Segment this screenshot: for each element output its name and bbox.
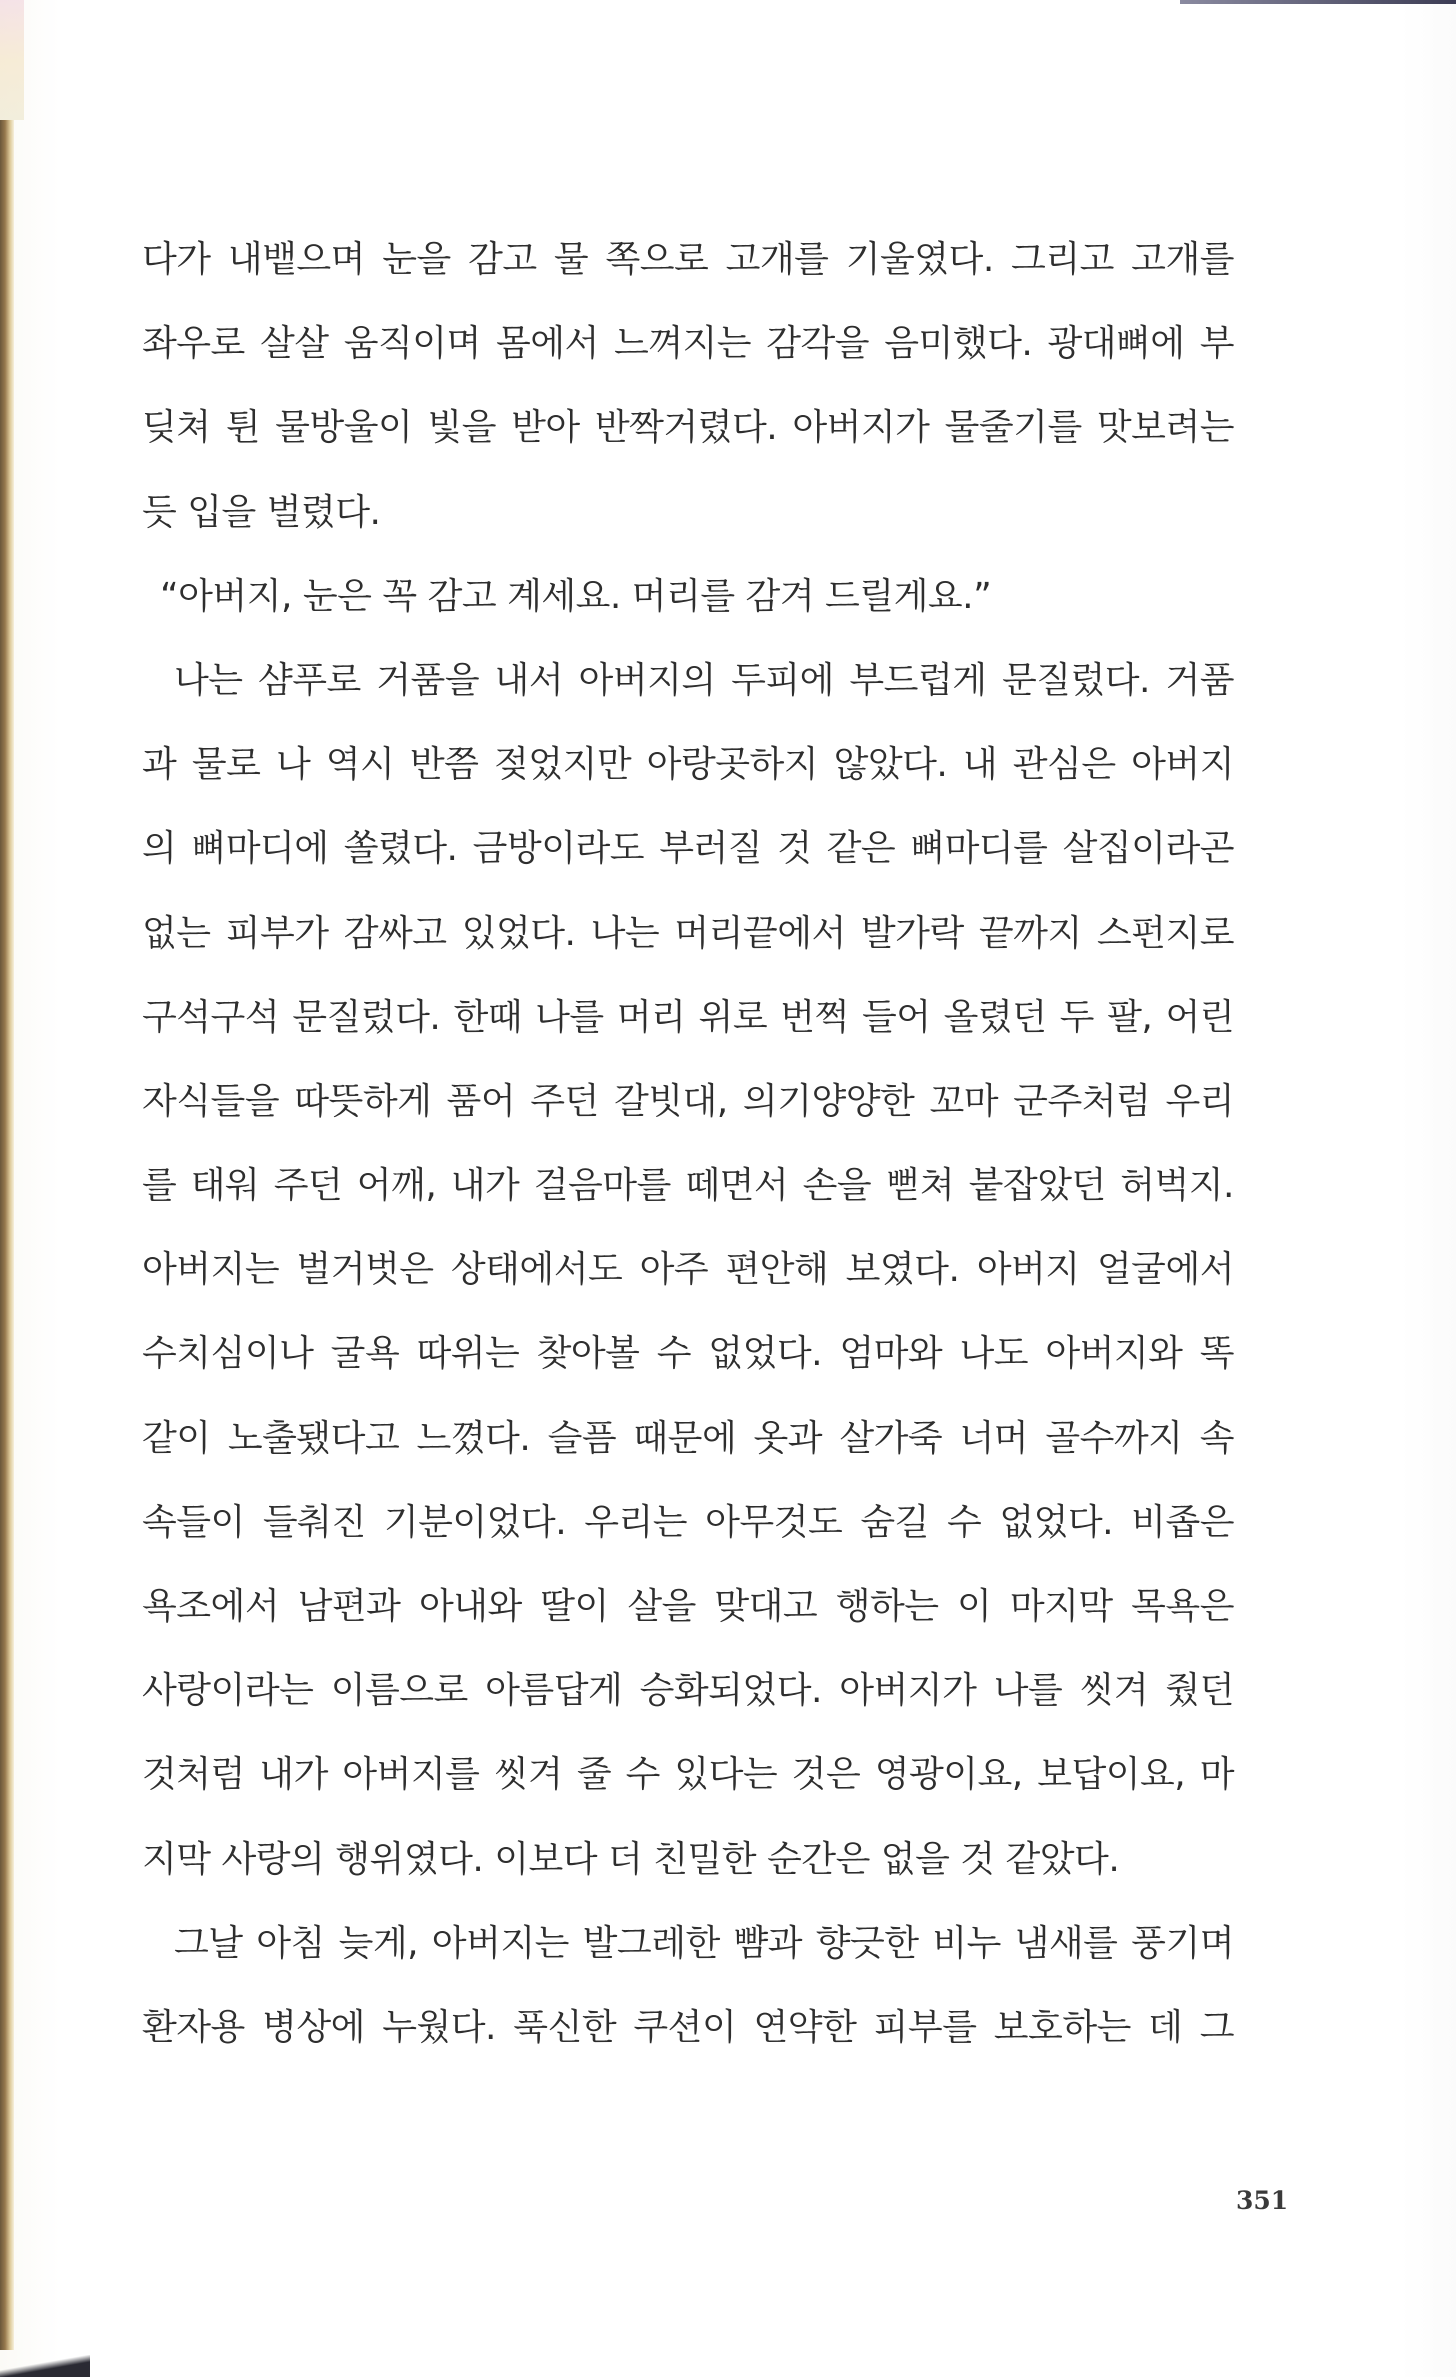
text-line: 지막 사랑의 행위였다. 이보다 더 친밀한 순간은 없을 것 같았다. [142, 1838, 1120, 1880]
paragraph-start-line: 나는 샴푸로 거품을 내서 아버지의 두피에 부드럽게 문질렀다. 거품 [174, 659, 1234, 701]
body-text [142, 218, 1234, 2070]
page-edge-top-right [1180, 0, 1456, 4]
text-line: 를 태워 주던 어깨, 내가 걸음마를 떼면서 손을 뻗쳐 붙잡았던 허벅지. [142, 1165, 1234, 1207]
text-line: 것처럼 내가 아버지를 씻겨 줄 수 있다는 것은 영광이요, 보답이요, 마 [142, 1754, 1234, 1796]
page-edge-top-left [0, 0, 24, 120]
text-line: 환자용 병상에 누웠다. 푹신한 쿠션이 연약한 피부를 보호하는 데 그 [142, 2006, 1234, 2048]
text-line: 의 뼈마디에 쏠렸다. 금방이라도 부러질 것 같은 뼈마디를 살집이라곤 [142, 828, 1234, 870]
text-line: 사랑이라는 이름으로 아름답게 승화되었다. 아버지가 나를 씻겨 줬던 [142, 1670, 1234, 1712]
text-line: 속들이 들춰진 기분이었다. 우리는 아무것도 숨길 수 없었다. 비좁은 [142, 1501, 1234, 1543]
text-line: 욕조에서 남편과 아내와 딸이 살을 맞대고 행하는 이 마지막 목욕은 [142, 1586, 1234, 1627]
text-line: 없는 피부가 감싸고 있었다. 나는 머리끝에서 발가락 끝까지 스펀지로 [142, 912, 1234, 954]
text-line: 과 물로 나 역시 반쯤 젖었지만 아랑곳하지 않았다. 내 관심은 아버지 [142, 744, 1234, 786]
text-line: 구석구석 문질렀다. 한때 나를 머리 위로 번쩍 들어 올렸던 두 팔, 어린 [142, 996, 1234, 1038]
dialogue-line: “아버지, 눈은 꼭 감고 계세요. 머리를 감겨 드릴게요.” [160, 575, 992, 617]
text-line: 수치심이나 굴욕 따위는 찾아볼 수 없었다. 엄마와 나도 아버지와 똑 [142, 1333, 1234, 1375]
book-spine-edge [0, 120, 14, 2350]
text-line: 아버지는 벌거벗은 상태에서도 아주 편안해 보였다. 아버지 얼굴에서 [142, 1249, 1234, 1291]
text-line: 다가 내뱉으며 눈을 감고 물 쪽으로 고개를 기울였다. 그리고 고개를 [142, 239, 1234, 280]
text-line: 딪쳐 튄 물방울이 빛을 받아 반짝거렸다. 아버지가 물줄기를 맛보려는 [142, 407, 1234, 449]
text-line: 자식들을 따뜻하게 품어 주던 갈빗대, 의기양양한 꼬마 군주처럼 우리 [142, 1080, 1234, 1122]
text-line: 듯 입을 벌렸다. [142, 491, 381, 533]
text-line: 같이 노출됐다고 느꼈다. 슬픔 때문에 옷과 살가죽 너머 골수까지 속 [142, 1417, 1234, 1459]
text-line: 좌우로 살살 움직이며 몸에서 느껴지는 감각을 음미했다. 광대뼈에 부 [142, 323, 1234, 365]
paragraph-start-line: 그날 아침 늦게, 아버지는 발그레한 뺨과 향긋한 비누 냄새를 풍기며 [174, 1922, 1234, 1964]
page-corner-bottom-left [0, 2355, 90, 2377]
page-number: 351 [1236, 2186, 1289, 2215]
